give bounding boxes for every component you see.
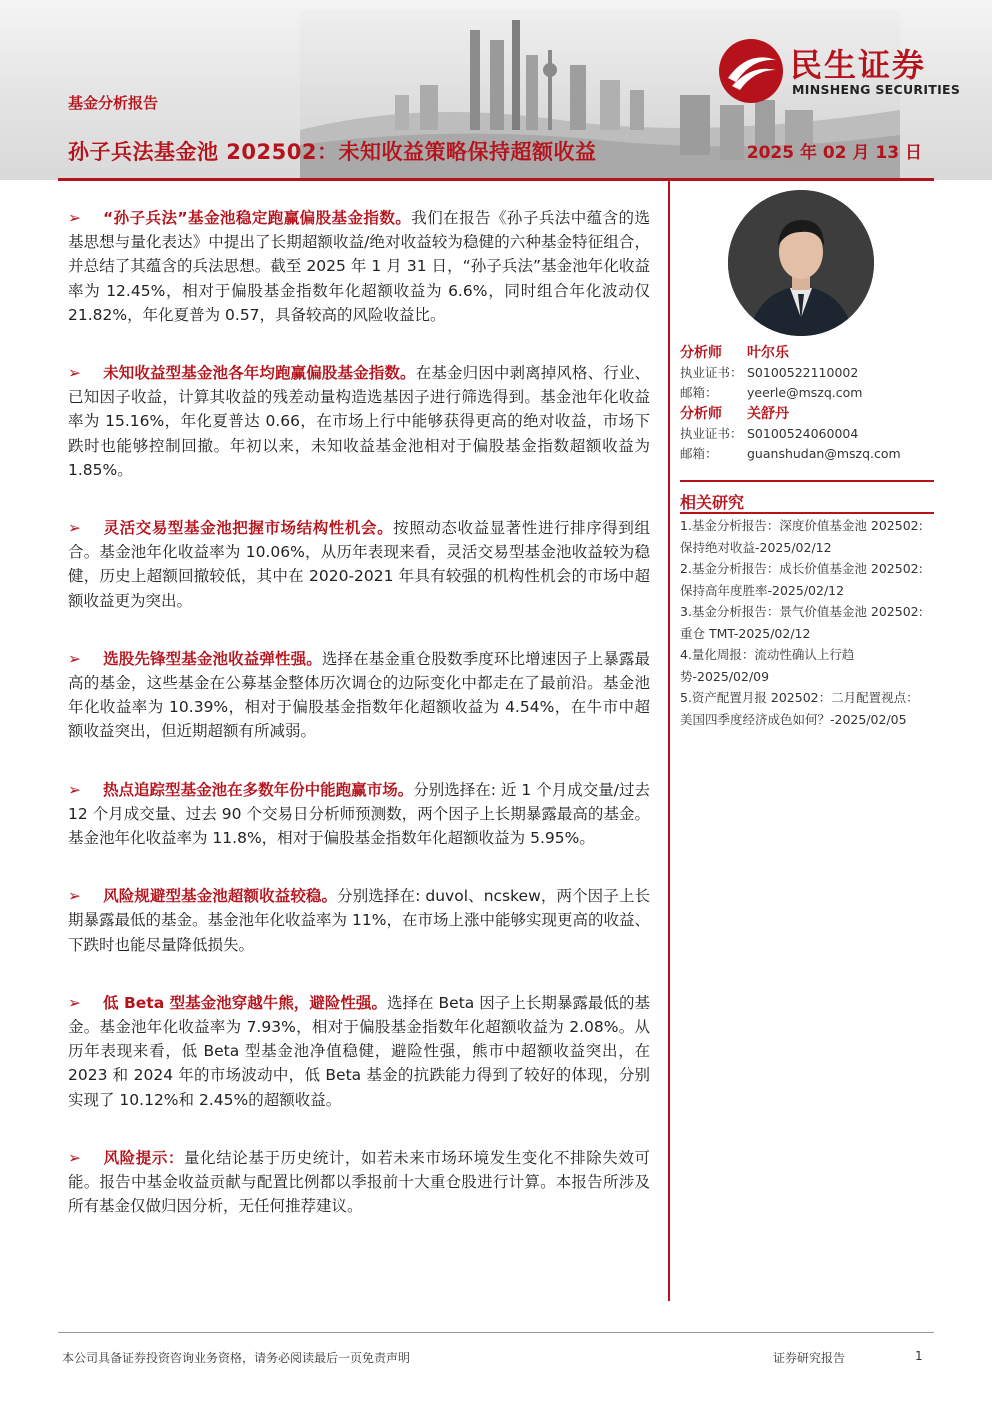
- document-date: 2025 年 02 月 13 日: [746, 143, 922, 163]
- summary-paragraph: [68, 516, 650, 613]
- summary-paragraph: [68, 647, 650, 744]
- paragraph-body: 选择在 Beta 因子上长期暴露最低的基金。基金池年化收益率为 7.93%，相对于偏股基金指数年化超额收益为 2.08%。从历年表现来看，低 Beta 型基金池净值稳健，避险性强，熊市中超额收益突出，在 2023 和 2024 年的市场波动中，低 Beta 基金的抗跌能力得到了较好的体现，分别实现了 10.12%和 2.45%的超额收益。: [68, 993, 650, 1109]
- report-header: [0, 0, 992, 180]
- paragraph-lead: 风险提示：: [103, 1148, 185, 1167]
- license-number: S0100524060004: [747, 426, 859, 441]
- analyst-photo: [728, 190, 874, 336]
- sidebar-divider: [680, 512, 934, 514]
- paragraph-lead: 选股先锋型基金池收益弹性强。: [103, 649, 322, 668]
- license-label: 执业证书：: [680, 426, 743, 441]
- analyst-header: [680, 403, 934, 424]
- logo-chinese-name: 民生证券: [790, 46, 927, 84]
- footer-document-kind: 证券研究报告: [773, 1351, 846, 1365]
- paragraph-body: 分别选择在: duvol、ncskew，两个因子上长期暴露最低的基金。基金池年化收益率为 11%，在市场上涨中能够实现更高的收益、下跌时也能尽量降低损失。: [68, 887, 650, 954]
- email-label: 邮箱：: [680, 446, 718, 461]
- related-research-item[interactable]: 1.基金分析报告：深度价值基金池 202502: 保持绝对收益-2025/02/12: [680, 518, 923, 555]
- footer-divider: [58, 1332, 934, 1333]
- paragraph-body: 选择在基金重仓股数季度环比增速因子上暴露最高的基金，这些基金在公募基金整体历次调仓的边际变化中都走在了最前沿。基金池年化收益率为 10.39%，相对于偏股基金指数年化超额收益为 4.54%，在牛市中超额收益突出，但近期超额有所减弱。: [68, 649, 650, 741]
- analyst-role: 分析师: [680, 406, 722, 422]
- bullet-arrow-icon: ➢: [68, 887, 81, 906]
- analyst-license-row: [680, 424, 934, 444]
- paragraph-lead: 低 Beta 型基金池穿越牛熊，避险性强。: [103, 993, 387, 1012]
- related-research-item[interactable]: 3.基金分析报告：景气价值基金池 202502: 重仓 TMT-2025/02/12: [680, 604, 923, 641]
- summary-paragraph: [68, 361, 650, 482]
- bullet-arrow-icon: ➢: [68, 364, 81, 383]
- email-label: 邮箱：: [680, 385, 718, 400]
- bullet-arrow-icon: ➢: [68, 993, 81, 1012]
- license-number: S0100522110002: [747, 365, 859, 380]
- analyst-license-row: [680, 363, 934, 383]
- paragraph-lead: “孙子兵法”基金池稳定跑赢偏股基金指数。: [103, 209, 412, 227]
- bullet-arrow-icon: ➢: [68, 209, 81, 227]
- document-type-label: 基金分析报告: [68, 94, 159, 112]
- paragraph-body: 量化结论基于历史统计，如若未来市场环境发生变化不排除失效可能。报告中基金收益贡献与配置比例都以季报前十大重仓股进行计算。本报告所涉及所有基金仅做归因分析，无任何推荐建议。: [68, 1148, 650, 1216]
- summary-paragraph: [68, 991, 650, 1112]
- footer-disclaimer: 本公司具备证券投资咨询业务资格，请务必阅读最后一页免责声明: [62, 1351, 411, 1365]
- analyst-list: [680, 342, 934, 464]
- analyst-email-link[interactable]: guanshudan@mszq.com: [747, 446, 901, 461]
- analyst-header: [680, 342, 934, 363]
- analyst-email-link[interactable]: yeerle@mszq.com: [747, 385, 863, 400]
- paragraph-body: 按照动态收益显著性进行排序得到组合。基金池年化收益率为 10.06%，从历年表现来看，灵活交易型基金池收益较为稳健，历史上超额回撤较低，其中在 2020-2021 年具有较强的机构性机会的市场中超额收益更为突出。: [68, 519, 650, 610]
- analyst-email-row: [680, 383, 934, 403]
- related-research-item[interactable]: 2.基金分析报告：成长价值基金池 202502: 保持高年度胜率-2025/02/12: [680, 561, 923, 598]
- paragraph-body: 分别选择在: 近 1 个月成交量/过去 12 个月成交量、过去 90 个交易日分析师预测数，两个因子上长期暴露最高的基金。基金池年化收益率为 11.8%，相对于偏股基金指数年化超额收益为 5.95%。: [68, 780, 650, 848]
- related-research-title: 相关研究: [680, 493, 745, 512]
- risk-warning-paragraph: [68, 1146, 650, 1219]
- analyst-portrait-image: [728, 190, 874, 336]
- related-research-item[interactable]: 4.量化周报：流动性确认上行趋势-2025/02/09: [680, 647, 855, 684]
- sidebar-divider: [680, 480, 934, 482]
- analyst-name: 关舒丹: [747, 406, 789, 422]
- summary-paragraph: [68, 884, 650, 957]
- paragraph-lead: 未知收益型基金池各年均跑赢偏股基金指数。: [103, 364, 416, 383]
- logo-english-name: MINSHENG SECURITIES: [792, 82, 961, 97]
- page-number: 1: [915, 1349, 923, 1363]
- paragraph-body: 在基金归因中剥离掉风格、行业、已知因子收益，计算其收益的残差动量构造选基因子进行筛选得到。基金池年化收益率为 15.16%，年化夏普达 0.66，在市场上行中能够获得更高的绝对收益，市场下跌时也能够控制回撤。年初以来，未知收益基金池相对于偏股基金指数超额收益为 1.85%。: [68, 364, 650, 479]
- bullet-arrow-icon: ➢: [68, 780, 81, 799]
- paragraph-body: 我们在报告《孙子兵法中蕴含的选基思想与量化表达》中提出了长期超额收益/绝对收益较为稳健的六种基金特征组合，并总结了其蕴含的兵法思想。截至 2025 年 1 月 31 日，“孙子兵法”基金池年化收益率为 12.45%，相对于偏股基金指数年化超额收益为 6.6%，同时组合年化波动仅 21.82%，年化夏普为 0.57，具备较高的风险收益比。: [68, 209, 650, 324]
- minsheng-logo-mark-icon: [718, 38, 784, 104]
- bullet-arrow-icon: ➢: [68, 1148, 81, 1167]
- document-title: 孙子兵法基金池 202502：未知收益策略保持超额收益: [68, 140, 597, 164]
- analyst-email-row: [680, 444, 934, 464]
- related-research-item[interactable]: 5.资产配置月报 202502：二月配置视点：美国四季度经济成色如何？-2025/02/05: [680, 690, 919, 727]
- analyst-name: 叶尔乐: [747, 345, 789, 361]
- paragraph-lead: 热点追踪型基金池在多数年份中能跑赢市场。: [103, 780, 414, 799]
- analyst-role: 分析师: [680, 345, 722, 361]
- summary-paragraph: [68, 778, 650, 851]
- bullet-arrow-icon: ➢: [68, 649, 81, 668]
- summary-column: [68, 206, 650, 1253]
- summary-paragraph: [68, 206, 650, 327]
- license-label: 执业证书：: [680, 365, 743, 380]
- bullet-arrow-icon: ➢: [68, 519, 81, 538]
- minsheng-logo: [718, 38, 963, 102]
- column-divider: [668, 181, 670, 1301]
- paragraph-lead: 风险规避型基金池超额收益较稳。: [103, 887, 338, 906]
- related-research-list: [680, 515, 930, 730]
- header-divider: [58, 178, 934, 181]
- paragraph-lead: 灵活交易型基金池把握市场结构性机会。: [103, 519, 394, 538]
